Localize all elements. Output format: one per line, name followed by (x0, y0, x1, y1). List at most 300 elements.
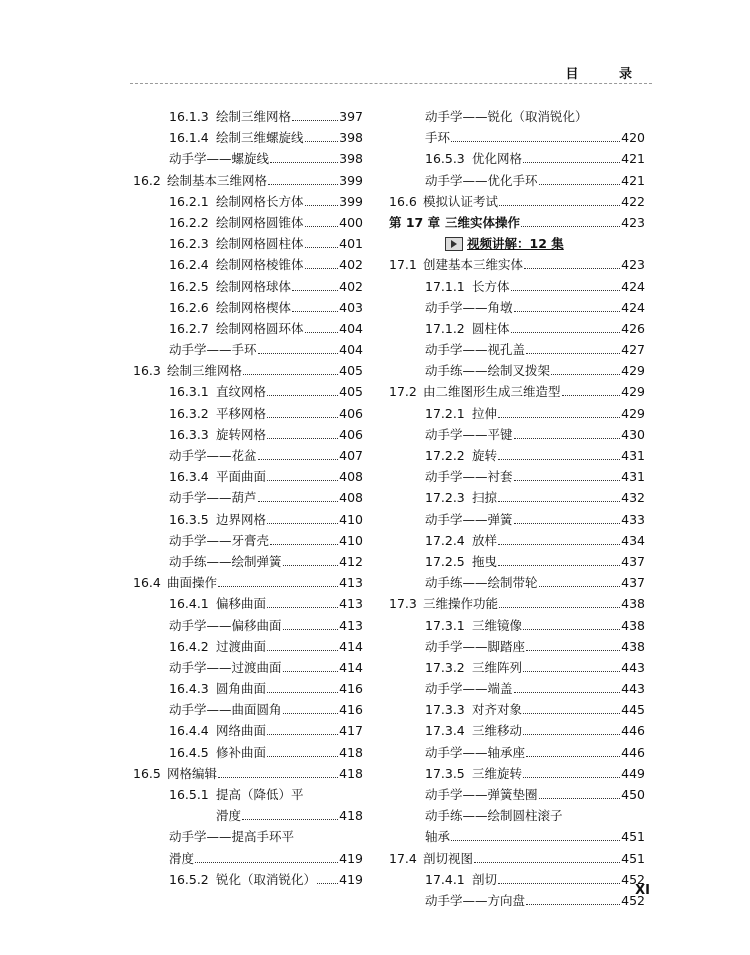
toc-entry[interactable] (389, 254, 645, 275)
toc-entry[interactable] (389, 509, 645, 530)
toc-entry-number: 17.3.1 (425, 617, 465, 633)
toc-entry[interactable] (389, 699, 645, 720)
toc-entry[interactable] (389, 148, 645, 169)
toc-entry-page: 399 (339, 193, 363, 209)
toc-leader-dots (498, 487, 620, 502)
toc-entry-number: 16.3 (133, 363, 161, 379)
toc-leader-dots (451, 127, 620, 142)
toc-entry-title: 动手学——提高手环平 (169, 829, 295, 845)
toc-entry-title: 锐化（取消锐化） (216, 871, 317, 887)
toc-entry-number: 17.3.4 (425, 723, 465, 739)
toc-entry-title: 动手练——绘制叉拨架 (425, 363, 551, 379)
toc-entry-title: 平移网格 (216, 405, 267, 421)
toc-entry-body (425, 890, 645, 911)
toc-entry-number: 16.6 (389, 193, 417, 209)
toc-entry-body (425, 424, 645, 445)
toc-entry-number: 16.4.3 (169, 681, 209, 697)
toc-leader-dots (498, 551, 620, 566)
toc-entry[interactable] (133, 593, 363, 614)
toc-entry-page: 431 (621, 448, 645, 463)
toc-entry-page: 407 (339, 448, 363, 463)
toc-entry[interactable] (133, 276, 363, 297)
toc-entry-number: 17.1 (389, 257, 417, 273)
header-divider (130, 83, 652, 84)
toc-entry-page: 446 (621, 723, 645, 739)
toc-entry[interactable] (133, 572, 363, 593)
toc-entry-body (423, 191, 645, 212)
toc-entry-number: 16.2.2 (169, 214, 209, 230)
toc-leader-dots (526, 636, 620, 651)
toc-entry-page: 422 (621, 193, 645, 209)
toc-entry-number: 17.3.3 (425, 702, 465, 718)
toc-entry[interactable] (389, 318, 645, 339)
toc-entry[interactable] (133, 360, 363, 381)
toc-entry-number: 16.5.1 (169, 787, 209, 802)
toc-entry-page: 423 (621, 257, 645, 273)
toc-leader-dots (523, 657, 620, 672)
toc-entry-body (216, 106, 363, 127)
toc-leader-dots (283, 657, 339, 672)
toc-entry-page: 451 (621, 829, 645, 845)
toc-leader-dots (305, 254, 339, 269)
toc-entry[interactable] (389, 615, 645, 636)
toc-entry-body (423, 848, 645, 869)
toc-leader-dots (305, 233, 339, 248)
toc-leader-dots (268, 170, 338, 185)
toc-entry-title: 绘制三维螺旋线 (216, 130, 304, 146)
toc-entry[interactable] (133, 127, 363, 148)
toc-entry-title: 拖曳 (472, 553, 498, 569)
toc-entry-page: 414 (339, 659, 363, 675)
toc-leader-dots (292, 106, 338, 121)
toc-entry-page: 405 (339, 384, 363, 400)
toc-entry-page: 418 (339, 744, 363, 760)
toc-entry-page: 438 (621, 596, 645, 612)
toc-entry[interactable] (389, 191, 645, 212)
toc-entry-page: 418 (339, 765, 363, 781)
toc-entry[interactable] (133, 636, 363, 657)
toc-leader-dots (514, 466, 621, 481)
toc-entry-number: 16.5 (133, 765, 161, 781)
toc-entry-page: 403 (339, 299, 363, 315)
toc-entry[interactable] (133, 170, 363, 191)
toc-entry-title: 偏移曲面 (216, 596, 267, 612)
toc-entry-title: 网格编辑 (167, 765, 218, 781)
toc-entry-body (169, 615, 363, 636)
toc-entry-body (472, 615, 645, 636)
toc-entry-body (472, 720, 645, 741)
toc-entry-title: 动手学——平键 (425, 426, 513, 442)
toc-entry-body (425, 339, 645, 360)
toc-entry[interactable] (133, 615, 363, 636)
toc-entry-title: 圆角曲面 (216, 681, 267, 697)
toc-entry-number: 17.2 (389, 384, 417, 400)
toc-entry-page: 410 (339, 532, 363, 548)
toc-entry[interactable] (133, 381, 363, 402)
toc-entry[interactable] (389, 170, 645, 191)
toc-leader-dots (258, 339, 339, 354)
toc-entry-title: 边界网格 (216, 511, 267, 527)
toc-entry[interactable] (389, 636, 645, 657)
toc-leader-dots (498, 530, 620, 545)
toc-entry-page: 416 (339, 681, 363, 697)
toc-entry-title: 模拟认证考试 (423, 193, 499, 209)
toc-entry-page: 416 (339, 702, 363, 718)
toc-entry[interactable] (133, 720, 363, 741)
toc-entry-title: 三维移动 (472, 723, 523, 739)
toc-entry-body (216, 191, 363, 212)
toc-entry-number: 17.4 (389, 850, 417, 866)
toc-entry-page: 405 (339, 363, 363, 379)
toc-entry-body (425, 636, 645, 657)
toc-entry-body (425, 170, 645, 191)
toc-entry-body (216, 233, 363, 254)
toc-entry-page: 420 (621, 130, 645, 146)
toc-entry-page: 398 (339, 151, 363, 167)
toc-entry-number: 16.4.4 (169, 723, 209, 739)
toc-entry-title: 绘制网格圆环体 (216, 320, 304, 336)
toc-entry[interactable] (389, 848, 645, 869)
toc-entry-title: 三维实体操作 (445, 214, 521, 230)
toc-entry-body (216, 636, 363, 657)
toc-entry-body (472, 276, 645, 297)
toc-entry[interactable] (389, 890, 645, 911)
toc-entry-body (216, 212, 363, 233)
toc-entry-page: 400 (339, 214, 363, 230)
toc-leader-dots (498, 869, 620, 884)
toc-entry-body (216, 276, 363, 297)
toc-leader-dots (267, 509, 338, 524)
toc-entry-title: 动手学——曲面圆角 (169, 702, 282, 718)
toc-leader-dots (451, 826, 620, 841)
toc-entry-page: 421 (621, 172, 645, 188)
toc-leader-dots (305, 191, 339, 206)
toc-leader-dots (195, 848, 338, 863)
toc-entry[interactable] (133, 445, 363, 466)
toc-entry-page: 421 (621, 151, 645, 167)
toc-leader-dots (267, 593, 338, 608)
toc-entry-page: 426 (621, 320, 645, 336)
toc-entry-title: 由二维图形生成三维造型 (423, 384, 561, 400)
toc-entry-title: 长方体 (472, 278, 510, 294)
toc-entry[interactable] (133, 763, 363, 784)
toc-entry-page: 443 (621, 659, 645, 675)
toc-entry[interactable] (389, 424, 645, 445)
toc-leader-dots (267, 466, 338, 481)
toc-entry-body (423, 381, 645, 402)
toc-leader-dots (523, 763, 620, 778)
toc-entry-page: 424 (621, 299, 645, 315)
toc-entry-title: 直纹网格 (216, 384, 267, 400)
toc-leader-dots (474, 848, 620, 863)
toc-leader-dots (514, 509, 621, 524)
toc-entry[interactable] (133, 530, 363, 551)
toc-entry-title: 动手练——绘制弹簧 (169, 553, 282, 569)
toc-entry-page: 413 (339, 617, 363, 633)
toc-entry-body (167, 360, 363, 381)
toc-entry[interactable] (389, 445, 645, 466)
toc-entry-title: 动手学——方向盘 (425, 892, 526, 908)
toc-leader-dots (499, 593, 620, 608)
toc-leader-dots (243, 360, 338, 375)
toc-entry-body (216, 509, 363, 530)
toc-entry-body (423, 593, 645, 614)
toc-entry-title: 绘制基本三维网格 (167, 172, 268, 188)
video-icon (445, 237, 463, 251)
toc-leader-dots (267, 381, 338, 396)
toc-entry-number: 17.4.1 (425, 871, 465, 887)
toc-entry-body (425, 805, 645, 826)
toc-leader-dots (521, 212, 620, 227)
toc-entry[interactable] (389, 297, 645, 318)
toc-leader-dots (499, 191, 620, 206)
toc-entry[interactable] (389, 276, 645, 297)
toc-entry-page: 449 (621, 765, 645, 781)
toc-entry[interactable] (389, 360, 645, 381)
toc-entry[interactable] (389, 657, 645, 678)
toc-entry-body (169, 657, 363, 678)
toc-entry-body (169, 148, 363, 169)
toc-entry-number: 16.3.4 (169, 469, 209, 485)
toc-entry-title: 手环 (425, 130, 451, 146)
toc-entry[interactable] (133, 297, 363, 318)
toc-entry-body (472, 148, 645, 169)
toc-entry-title: 绘制三维网格 (216, 109, 292, 124)
toc-entry-number: 17.3.5 (425, 765, 465, 781)
toc-entry-title: 优化网格 (472, 151, 523, 167)
toc-entry[interactable] (133, 657, 363, 678)
toc-entry[interactable] (389, 106, 645, 127)
toc-entry-page: 451 (621, 850, 645, 866)
toc-entry-page: 397 (339, 109, 363, 124)
toc-entry-title: 动手练——绘制圆柱滚子 (425, 808, 563, 824)
toc-entry[interactable] (133, 848, 363, 869)
toc-entry-title: 动手学——角墩 (425, 299, 513, 315)
toc-leader-dots (539, 784, 621, 799)
toc-entry-page: 404 (339, 342, 363, 358)
toc-leader-dots (526, 890, 620, 905)
toc-entry-title: 绘制三维网格 (167, 363, 243, 379)
toc-entry-page: 438 (621, 638, 645, 654)
toc-entry-body (216, 466, 363, 487)
toc-entry-number: 17.1.1 (425, 278, 465, 294)
toc-entry-number: 16.3.5 (169, 511, 209, 527)
toc-entry-title: 动手学——花盆 (169, 448, 257, 463)
toc-entry[interactable] (389, 572, 645, 593)
toc-leader-dots (292, 276, 338, 291)
toc-entry-title: 动手学——端盖 (425, 681, 513, 697)
toc-entry-page: 414 (339, 638, 363, 654)
toc-leader-dots (267, 636, 338, 651)
toc-leader-dots (498, 445, 620, 460)
toc-entry-number: 16.2.6 (169, 299, 209, 315)
toc-entry-title: 动手学——牙膏壳 (169, 532, 270, 548)
toc-entry[interactable] (389, 784, 645, 805)
toc-entry-title: 动手学——偏移曲面 (169, 617, 282, 633)
toc-entry-page: 452 (621, 892, 645, 908)
toc-leader-dots (523, 615, 620, 630)
toc-entry[interactable] (133, 466, 363, 487)
toc-entry[interactable] (389, 233, 645, 254)
toc-entry-number: 17.3.2 (425, 659, 465, 675)
toc-entry-title: 绘制网格圆锥体 (216, 214, 304, 230)
toc-entry-number: 16.3.1 (169, 384, 209, 400)
toc-entry-number: 17.3 (389, 596, 417, 612)
toc-entry[interactable] (389, 381, 645, 402)
toc-leader-dots (270, 148, 338, 163)
toc-entry-title: 旋转 (472, 448, 498, 463)
toc-entry[interactable] (389, 593, 645, 614)
toc-entry[interactable] (133, 869, 363, 890)
toc-leader-dots (514, 424, 621, 439)
toc-entry-page: 452 (621, 871, 645, 887)
toc-entry-number: 16.4 (133, 575, 161, 591)
toc-entry-body (216, 381, 363, 402)
toc-entry-number: 16.2.5 (169, 278, 209, 294)
toc-entry-title: 三维镜像 (472, 617, 523, 633)
toc-entry[interactable] (389, 551, 645, 572)
toc-entry[interactable] (133, 191, 363, 212)
toc-entry[interactable] (389, 805, 645, 826)
toc-entry-page: 406 (339, 405, 363, 421)
toc-entry[interactable] (133, 424, 363, 445)
toc-entry-body (216, 742, 363, 763)
toc-entry[interactable] (133, 826, 363, 847)
toc-leader-dots (292, 297, 338, 312)
toc-entry-body (167, 572, 363, 593)
toc-entry-number: 16.2.1 (169, 193, 209, 209)
toc-leader-dots (539, 572, 621, 587)
toc-leader-dots (242, 805, 338, 820)
toc-entry-page: 429 (621, 363, 645, 379)
toc-entry[interactable] (389, 720, 645, 741)
toc-entry-body (472, 763, 645, 784)
toc-entry[interactable] (133, 805, 363, 826)
toc-entry-body (216, 784, 363, 805)
toc-entry-body (425, 106, 645, 127)
toc-entry[interactable] (133, 509, 363, 530)
toc-entry-page: 430 (621, 426, 645, 442)
toc-entry-page: 427 (621, 342, 645, 358)
toc-entry-title: 动手学——轴承座 (425, 744, 526, 760)
toc-entry-title: 滑度 (169, 850, 195, 866)
page-number: XI (635, 883, 650, 898)
toc-entry-page: 423 (621, 214, 645, 230)
toc-entry-title: 旋转网格 (216, 426, 267, 442)
toc-entry-page: 401 (339, 236, 363, 252)
toc-leader-dots (283, 551, 339, 566)
toc-entry[interactable] (389, 212, 645, 233)
toc-entry[interactable] (389, 466, 645, 487)
toc-entry-page: 399 (339, 172, 363, 188)
toc-entry[interactable] (133, 742, 363, 763)
toc-entry-title: 网络曲面 (216, 723, 267, 739)
toc-entry-number: 16.5.2 (169, 871, 209, 887)
toc-entry-number: 16.1.4 (169, 130, 209, 146)
toc-leader-dots (258, 487, 339, 502)
toc-entry-body (425, 784, 645, 805)
toc-leader-dots (526, 742, 620, 757)
toc-entry-page: 431 (621, 469, 645, 485)
toc-leader-dots (218, 572, 338, 587)
toc-entry[interactable] (133, 212, 363, 233)
toc-entry[interactable] (389, 678, 645, 699)
toc-entry[interactable] (133, 339, 363, 360)
toc-entry-title: 三维阵列 (472, 659, 523, 675)
toc-entry-title: 剖切视图 (423, 850, 474, 866)
toc-entry-title: 圆柱体 (472, 320, 510, 336)
toc-entry-page: 404 (339, 320, 363, 336)
toc-entry-page: 429 (621, 384, 645, 400)
toc-entry-body (169, 445, 363, 466)
toc-entry[interactable] (389, 742, 645, 763)
toc-entry-title: 平面曲面 (216, 469, 267, 485)
toc-entry[interactable] (133, 403, 363, 424)
toc-entry[interactable] (389, 530, 645, 551)
toc-entry[interactable] (133, 254, 363, 275)
toc-entry-page: 424 (621, 278, 645, 294)
toc-entry[interactable] (133, 551, 363, 572)
toc-entry[interactable] (389, 826, 645, 847)
toc-leader-dots (514, 678, 621, 693)
toc-leader-dots (305, 212, 339, 227)
toc-entry-page: 429 (621, 405, 645, 421)
toc-leader-dots (267, 403, 338, 418)
toc-entry[interactable] (133, 678, 363, 699)
toc-entry-page: 432 (621, 490, 645, 506)
toc-entry[interactable] (389, 127, 645, 148)
toc-entry-page: 437 (621, 553, 645, 569)
toc-entry-number: 17.2.2 (425, 448, 465, 463)
toc-entry[interactable] (389, 763, 645, 784)
toc-entry-title: 动手学——葫芦 (169, 490, 257, 506)
toc-entry-title: 提高（降低）平 (216, 787, 304, 802)
toc-entry-body (425, 509, 645, 530)
toc-entry-title: 轴承 (425, 829, 451, 845)
toc-entry-page: 408 (339, 469, 363, 485)
toc-entry-body (472, 551, 645, 572)
toc-entry-number: 第 17 章 (389, 214, 441, 230)
toc-entry-body (472, 530, 645, 551)
toc-entry[interactable] (133, 148, 363, 169)
toc-entry[interactable] (389, 403, 645, 424)
toc-entry-page: 402 (339, 278, 363, 294)
toc-entry-body (472, 657, 645, 678)
toc-entry-page: 402 (339, 257, 363, 273)
toc-leader-dots (267, 742, 338, 757)
toc-entry[interactable] (389, 869, 645, 890)
toc-entry[interactable] (133, 318, 363, 339)
toc-entry[interactable] (389, 339, 645, 360)
toc-entry-page: 418 (339, 808, 363, 824)
toc-entry-number: 17.1.2 (425, 320, 465, 336)
toc-entry[interactable] (389, 487, 645, 508)
toc-entry[interactable] (133, 233, 363, 254)
toc-entry[interactable] (133, 487, 363, 508)
toc-entry-body (472, 487, 645, 508)
toc-entry[interactable] (133, 106, 363, 127)
toc-entry-title: 创建基本三维实体 (423, 257, 524, 273)
toc-entry-page: 445 (621, 702, 645, 718)
toc-entry-title: 绘制网格圆柱体 (216, 236, 304, 252)
toc-entry-body (216, 805, 363, 826)
toc-entry-page: 438 (621, 617, 645, 633)
toc-leader-dots (317, 869, 338, 884)
toc-entry-body (216, 424, 363, 445)
toc-entry[interactable] (133, 784, 363, 805)
toc-entry[interactable] (133, 699, 363, 720)
toc-entry-title: 动手练——绘制带轮 (425, 575, 538, 591)
